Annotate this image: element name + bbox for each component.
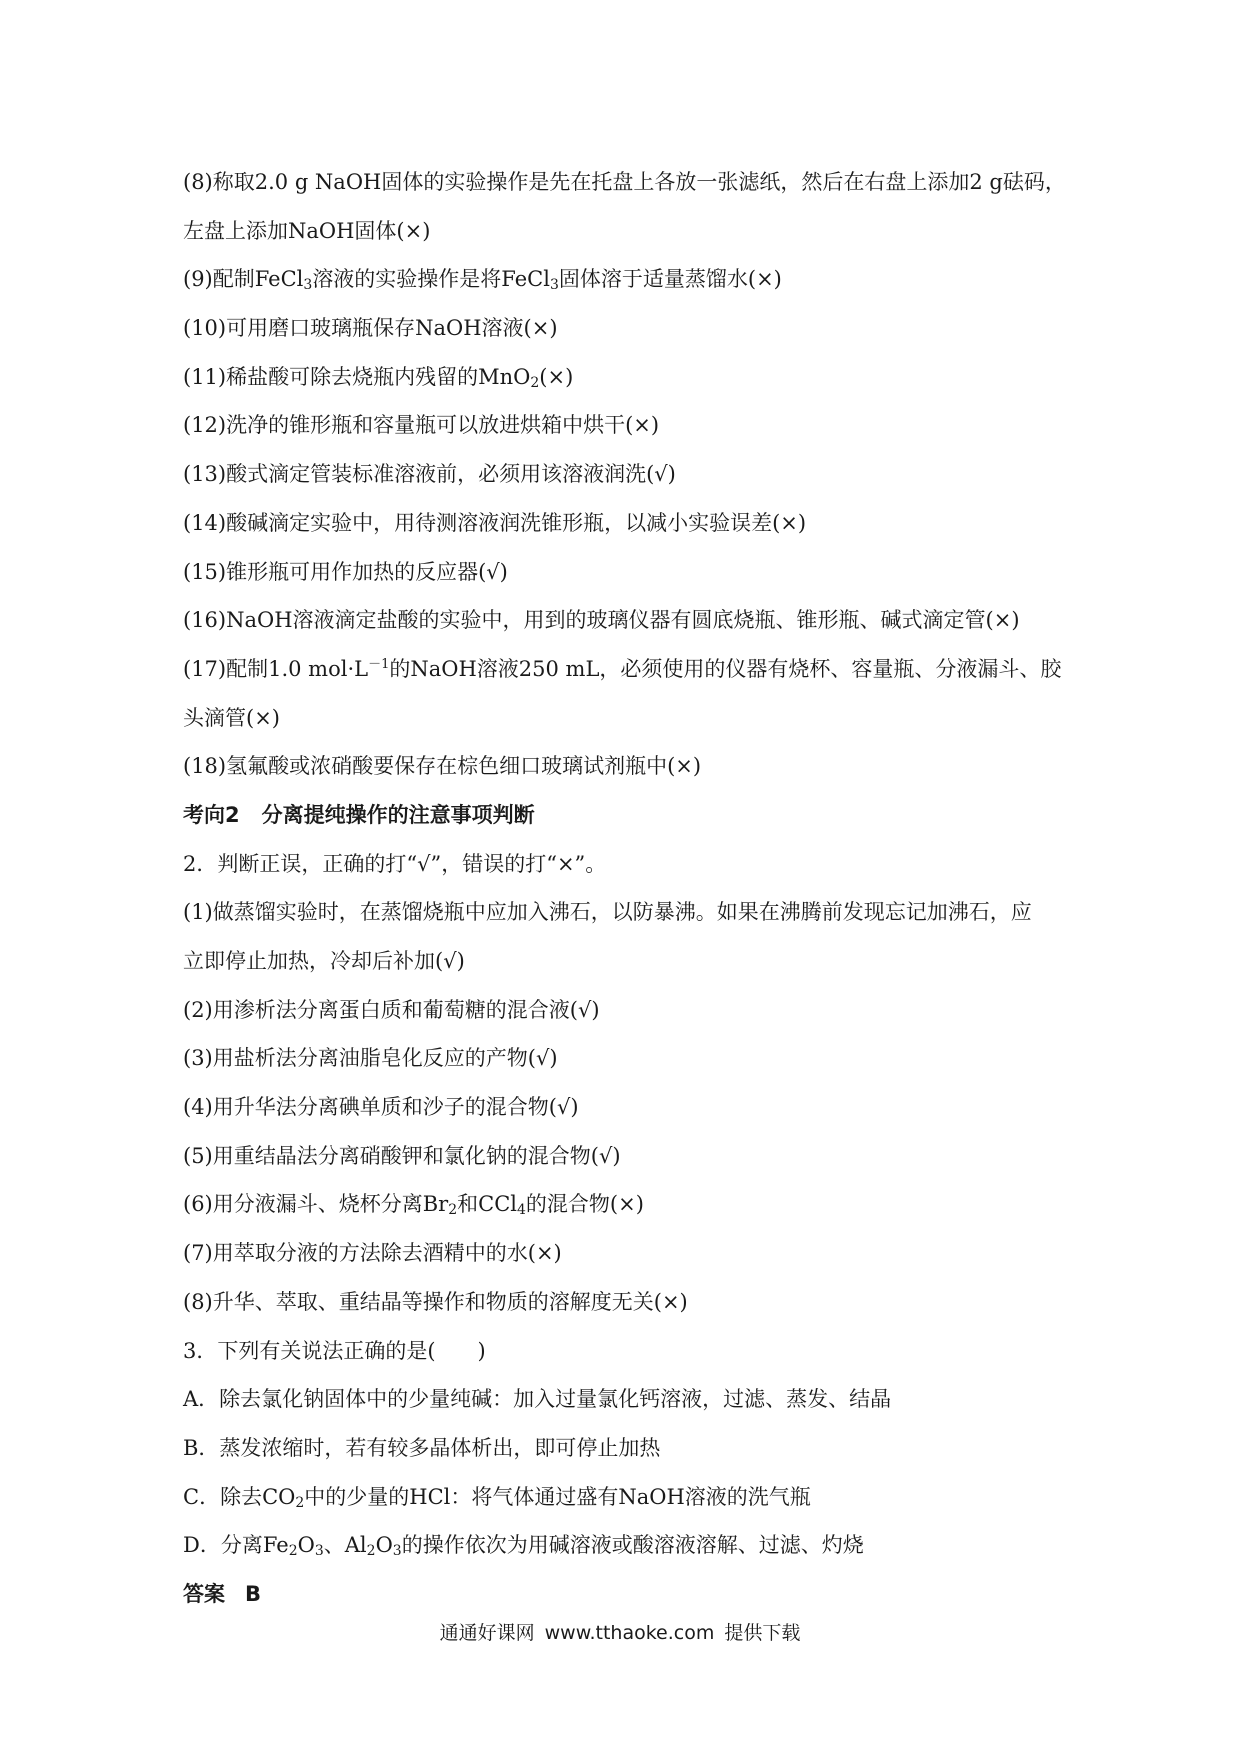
footer-site-name: 通通好课网	[439, 1622, 535, 1644]
answer-value: B	[245, 1581, 262, 1606]
q2-stem: 2．判断正误，正确的打“√”，错误的打“×”。	[183, 851, 607, 876]
q2-item-7: (7)用萃取分液的方法除去酒精中的水(×)	[183, 1241, 562, 1266]
q3-option-a: A．除去氯化钠固体中的少量纯碱：加入过量氯化钙溶液，过滤、蒸发、结晶	[183, 1387, 892, 1412]
section-title: 分离提纯操作的注意事项判断	[261, 802, 535, 827]
q1-item-10: (10)可用磨口玻璃瓶保存NaOH溶液(×)	[183, 316, 558, 341]
q1-item-14: (14)酸碱滴定实验中，用待测溶液润洗锥形瓶，以减小实验误差(×)	[183, 510, 807, 535]
footer-url[interactable]: www.tthaoke.com	[544, 1622, 715, 1644]
section-heading	[183, 791, 1063, 840]
q2-item-6: (6)用分液漏斗、烧杯分离$Br_2$和CCl$_4$的混合物(×)	[183, 1192, 644, 1219]
page-footer	[0, 1618, 1240, 1645]
q1-item-8-line1: (8)称取2.0 g NaOH固体的实验操作是先在托盘上各放一张滤纸，然后在右盘上添加2 g砝码，	[183, 170, 1066, 194]
q1-item-9: (9)配制FeCl$_3$溶液的实验操作是将FeCl$_3$固体溶于适量蒸馏水(×)	[183, 267, 782, 294]
q3-option-b: B．蒸发浓缩时，若有较多晶体析出，即可停止加热	[183, 1435, 661, 1460]
q2-item-3: (3)用盐析法分离油脂皂化反应的产物(√)	[183, 1046, 558, 1071]
q3-option-c: C．除去$CO_2$中的少量的HCl：将气体通过盛有NaOH溶液的洗气瓶	[183, 1484, 811, 1511]
footer-note: 提供下载	[724, 1622, 801, 1644]
q1-item-12: (12)洗净的锥形瓶和容量瓶可以放进烘箱中烘干(×)	[183, 413, 660, 438]
q2-item-8: (8)升华、萃取、重结晶等操作和物质的溶解度无关(×)	[183, 1289, 688, 1314]
q2-item-4: (4)用升华法分离碘单质和沙子的混合物(√)	[183, 1095, 579, 1120]
q2-item-1-line2: 立即停止加热，冷却后补加(√)	[183, 949, 465, 973]
page-content	[183, 158, 1066, 1619]
q2-item-1-line1: (1)做蒸馏实验时，在蒸馏烧瓶中应加入沸石，以防暴沸。如果在沸腾前发现忘记加沸石，应	[183, 900, 1032, 925]
q1-item-16: (16)NaOH溶液滴定盐酸的实验中，用到的玻璃仪器有圆底烧瓶、锥形瓶、碱式滴定管(×)	[183, 608, 1020, 633]
q1-item-15: (15)锥形瓶可用作加热的反应器(√)	[183, 559, 508, 584]
q2-item-2: (2)用渗析法分离蛋白质和葡萄糖的混合液(√)	[183, 997, 600, 1022]
q1-item-17-line1: (17)配制1.0 $mol\cdot L^{-1}$的NaOH溶液250 mL，必须使用的仪器有烧杯、容量瓶、分液漏斗、胶	[183, 656, 1062, 681]
q3-stem: 3．下列有关说法正确的是( )	[183, 1338, 486, 1363]
q1-item-11: (11)稀盐酸可除去烧瓶内残留的MnO$_2$(×)	[183, 364, 574, 391]
q3-option-d: D．分离$Fe_2O_3$、$Al_2O_3$的操作依次为用碱溶液或酸溶液溶解、过滤、灼烧	[183, 1533, 864, 1560]
q1-item-13: (13)酸式滴定管装标准溶液前，必须用该溶液润洗(√)	[183, 462, 676, 487]
q1-item-17-line2: 头滴管(×)	[183, 705, 280, 730]
answer-label: 答案	[183, 1581, 225, 1606]
answer-line	[183, 1570, 1063, 1619]
q1-item-8-line2: 左盘上添加NaOH固体(×)	[183, 218, 431, 243]
q2-item-5: (5)用重结晶法分离硝酸钾和氯化钠的混合物(√)	[183, 1143, 621, 1168]
section-label: 考向2	[183, 802, 240, 827]
q1-item-18: (18)氢氟酸或浓硝酸要保存在棕色细口玻璃试剂瓶中(×)	[183, 754, 702, 779]
